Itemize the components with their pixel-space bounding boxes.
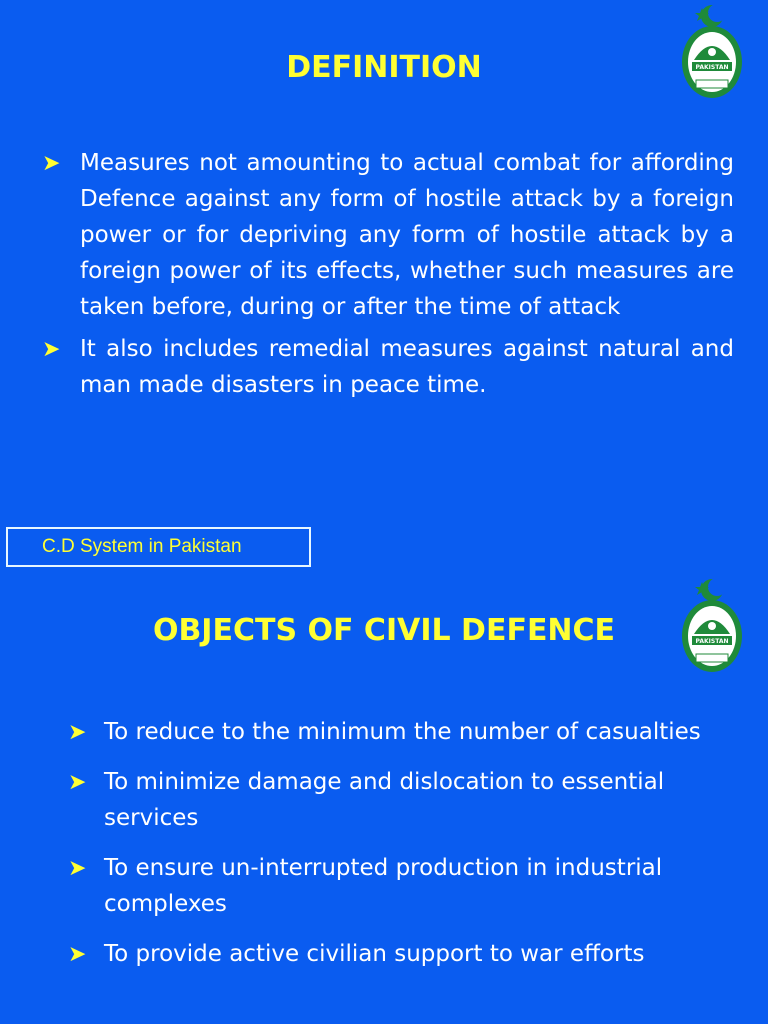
arrow-bullet-icon: ➤ (42, 151, 61, 176)
arrow-bullet-icon: ➤ (68, 720, 87, 745)
bullet-text: Measures not amounting to actual combat for affording Defence against any form of hostile attack by a foreign power or for depriving any form of hostile attack by a foreign power of its effects, whether such measures are taken before, during or after the time of attack (80, 150, 734, 320)
bullet-text: To ensure un-interrupted production in industrial complexes (104, 855, 663, 917)
arrow-bullet-icon: ➤ (68, 942, 87, 967)
cd-system-link-button[interactable]: C.D System in Pakistan (6, 527, 311, 567)
bullet-text: It also includes remedial measures against natural and man made disasters in peace time. (80, 336, 734, 398)
slide-title: DEFINITION (286, 50, 482, 85)
list-item (40, 145, 734, 325)
list-item (40, 331, 734, 403)
list-item (66, 714, 746, 750)
slide-title: OBJECTS OF CIVIL DEFENCE (152, 613, 616, 648)
emblem-label: PAKISTAN (695, 638, 729, 645)
bullet-text: To reduce to the minimum the number of casualties (104, 719, 701, 745)
list-item (66, 764, 746, 836)
arrow-bullet-icon: ➤ (68, 856, 87, 881)
arrow-bullet-icon: ➤ (42, 337, 61, 362)
objects-bullet-list (66, 714, 746, 986)
list-item (66, 936, 746, 972)
emblem-label: PAKISTAN (695, 64, 729, 71)
slide-objects (0, 512, 768, 1024)
list-item (66, 850, 746, 922)
arrow-bullet-icon: ➤ (68, 770, 87, 795)
definition-bullet-list (40, 145, 734, 409)
civil-defence-emblem-icon (680, 2, 744, 102)
civil-defence-emblem-icon (680, 576, 744, 676)
bullet-text: To provide active civilian support to war efforts (104, 941, 645, 967)
bullet-text: To minimize damage and dislocation to essential services (104, 769, 665, 831)
